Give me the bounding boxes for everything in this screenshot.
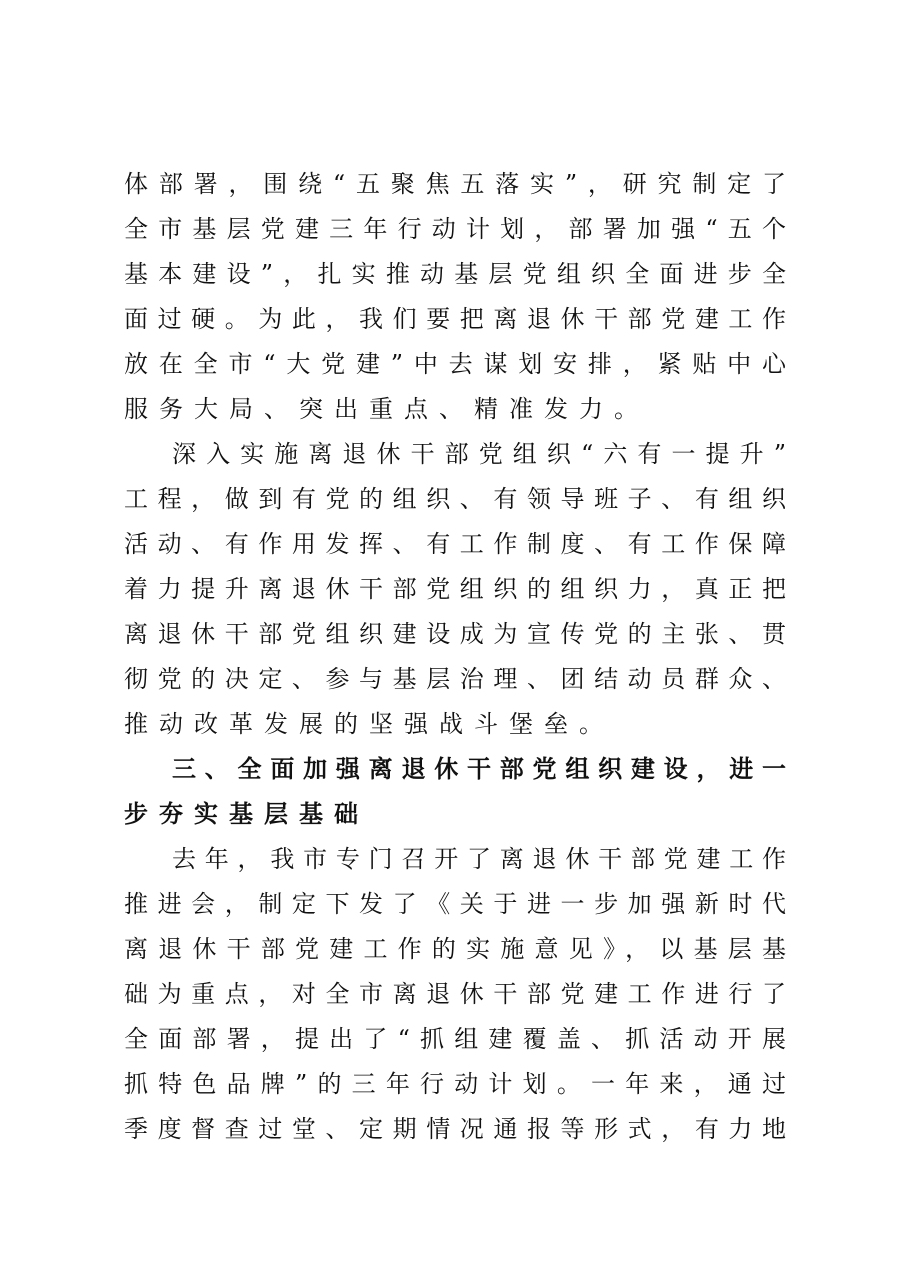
text-line: 放在全市“大党建”中去谋划安排，紧贴中心	[124, 350, 786, 378]
section-heading-continued: 步夯实基层基础	[124, 800, 369, 828]
text-line: 工程，做到有党的组织、有领导班子、有组织	[124, 485, 786, 513]
paragraph-start-line: 去年，我市专门召开了离退休干部党建工作	[172, 845, 786, 873]
text-line: 离退休干部党组织建设成为宣传党的主张、贯	[124, 620, 786, 648]
text-line: 推动改革发展的坚强战斗堡垒。	[124, 710, 614, 738]
text-line: 基本建设”，扎实推动基层党组织全面进步全	[124, 260, 786, 288]
text-line: 全市基层党建三年行动计划，部署加强“五个	[124, 215, 786, 243]
text-line: 面过硬。为此，我们要把离退休干部党建工作	[124, 305, 786, 333]
text-line: 季度督查过堂、定期情况通报等形式，有力地	[124, 1115, 786, 1143]
section-heading: 三、全面加强离退休干部党组织建设，进一	[172, 755, 786, 783]
text-line: 服务大局、突出重点、精准发力。	[124, 395, 649, 423]
text-line: 体部署，围绕“五聚焦五落实”，研究制定了	[124, 170, 786, 198]
text-line: 离退休干部党建工作的实施意见》，以基层基	[124, 935, 786, 963]
text-line: 彻党的决定、参与基层治理、团结动员群众、	[124, 665, 786, 693]
text-line: 础为重点，对全市离退休干部党建工作进行了	[124, 980, 786, 1008]
paragraph-start-line: 深入实施离退休干部党组织“六有一提升”	[172, 440, 786, 468]
text-line: 推进会，制定下发了《关于进一步加强新时代	[124, 890, 786, 918]
text-line: 活动、有作用发挥、有工作制度、有工作保障	[124, 530, 786, 558]
text-line: 全面部署，提出了“抓组建覆盖、抓活动开展	[124, 1025, 786, 1053]
document-body	[124, 162, 786, 1152]
text-line: 抓特色品牌”的三年行动计划。一年来，通过	[124, 1070, 786, 1098]
text-line: 着力提升离退休干部党组织的组织力，真正把	[124, 575, 786, 603]
